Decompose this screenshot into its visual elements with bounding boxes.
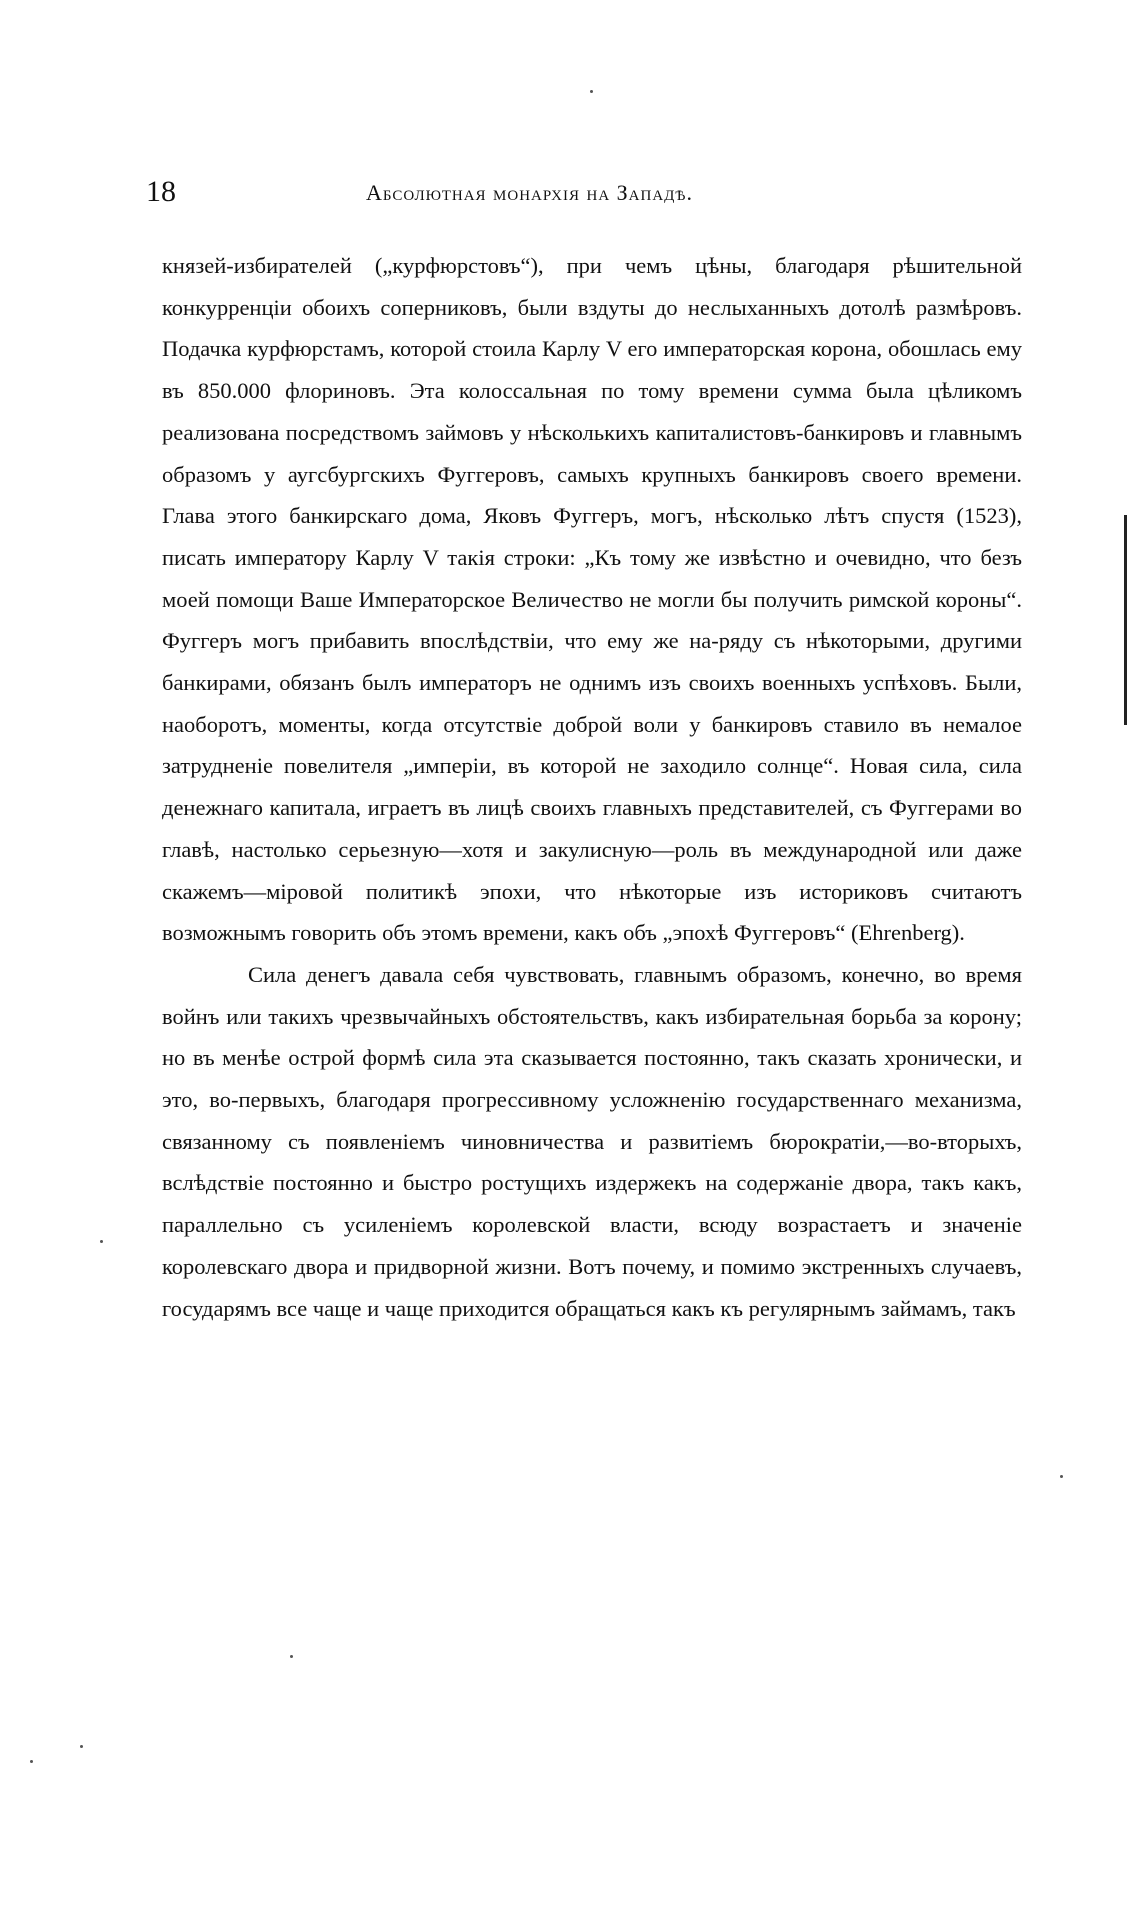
body-text bbox=[162, 245, 1022, 1329]
scan-speck bbox=[80, 1745, 83, 1748]
scan-speck bbox=[100, 1240, 103, 1243]
scan-speck bbox=[1060, 1475, 1063, 1478]
running-title: Абсолютная монархія на Западѣ. bbox=[366, 180, 693, 205]
paragraph-1: князей-избирателей („курфюрстовъ“), при чемъ цѣны, благодаря рѣшительной конкурренціи обоихъ соперниковъ, были вздуты до неслыханныхъ дотолѣ размѣровъ. Подачка курфюрстамъ, которой стоила Карлу V его императорская корона, обошлась ему въ 850.000 флориновъ. Эта колоссальная по тому времени сумма была цѣликомъ реализована посредствомъ займовъ у нѣсколькихъ капиталистовъ-банкировъ и главнымъ образомъ у аугсбургскихъ Фуггеровъ, самыхъ крупныхъ банкировъ своего времени. Глава этого банкирскаго дома, Яковъ Фуггеръ, могъ, нѣсколько лѣтъ спустя (1523), писать императору Карлу V такія строки: „Къ тому же извѣстно и очевидно, что безъ моей помощи Ваше Императорское Величество не могли бы получить римской короны“. Фуггеръ могъ прибавить впослѣдствіи, что ему же на-ряду съ нѣкоторыми, другими банкирами, обязанъ былъ императоръ не однимъ изъ своихъ военныхъ успѣховъ. Были, наоборотъ, моменты, когда отсутствіе доброй воли у банкировъ ставило въ немалое затрудненіе повелителя „имперіи, въ которой не заходило солнце“. Новая сила, сила денежнаго капитала, играетъ въ лицѣ своихъ главныхъ представителей, съ Фуггерами во главѣ, настолько серьезную—хотя и закулисную—роль въ международной или даже скажемъ—міровой политикѣ эпохи, что нѣкоторые изъ историковъ считаютъ возможнымъ говорить объ этомъ времени, какъ объ „эпохѣ Фуггеровъ“ (Ehrenberg). bbox=[162, 253, 1022, 946]
scan-speck bbox=[290, 1655, 293, 1658]
page-header bbox=[146, 175, 1026, 215]
margin-rule bbox=[1124, 515, 1127, 725]
scan-speck bbox=[30, 1760, 33, 1763]
page-number: 18 bbox=[146, 175, 176, 208]
scan-speck bbox=[590, 90, 593, 93]
paragraph-2: Сила денегъ давала себя чувствовать, главнымъ образомъ, конечно, во время войнъ или такихъ чрезвычайныхъ обстоятельствъ, какъ избирательная борьба за корону; но въ менѣе острой формѣ сила эта сказывается постоянно, такъ сказать хронически, и это, во-первыхъ, благодаря прогрессивному усложненію государственнаго механизма, связанному съ появленіемъ чиновничества и развитіемъ бюрократіи,—во-вторыхъ, вслѣдствіе постоянно и быстро ростущихъ издержекъ на содержаніе двора, такъ какъ, параллельно съ усиленіемъ королевской власти, всюду возрастаетъ и значеніе королевскаго двора и придворной жизни. Вотъ почему, и помимо экстренныхъ случаевъ, государямъ все чаще и чаще приходится обращаться какъ къ регулярнымъ займамъ, такъ bbox=[162, 961, 1022, 1321]
